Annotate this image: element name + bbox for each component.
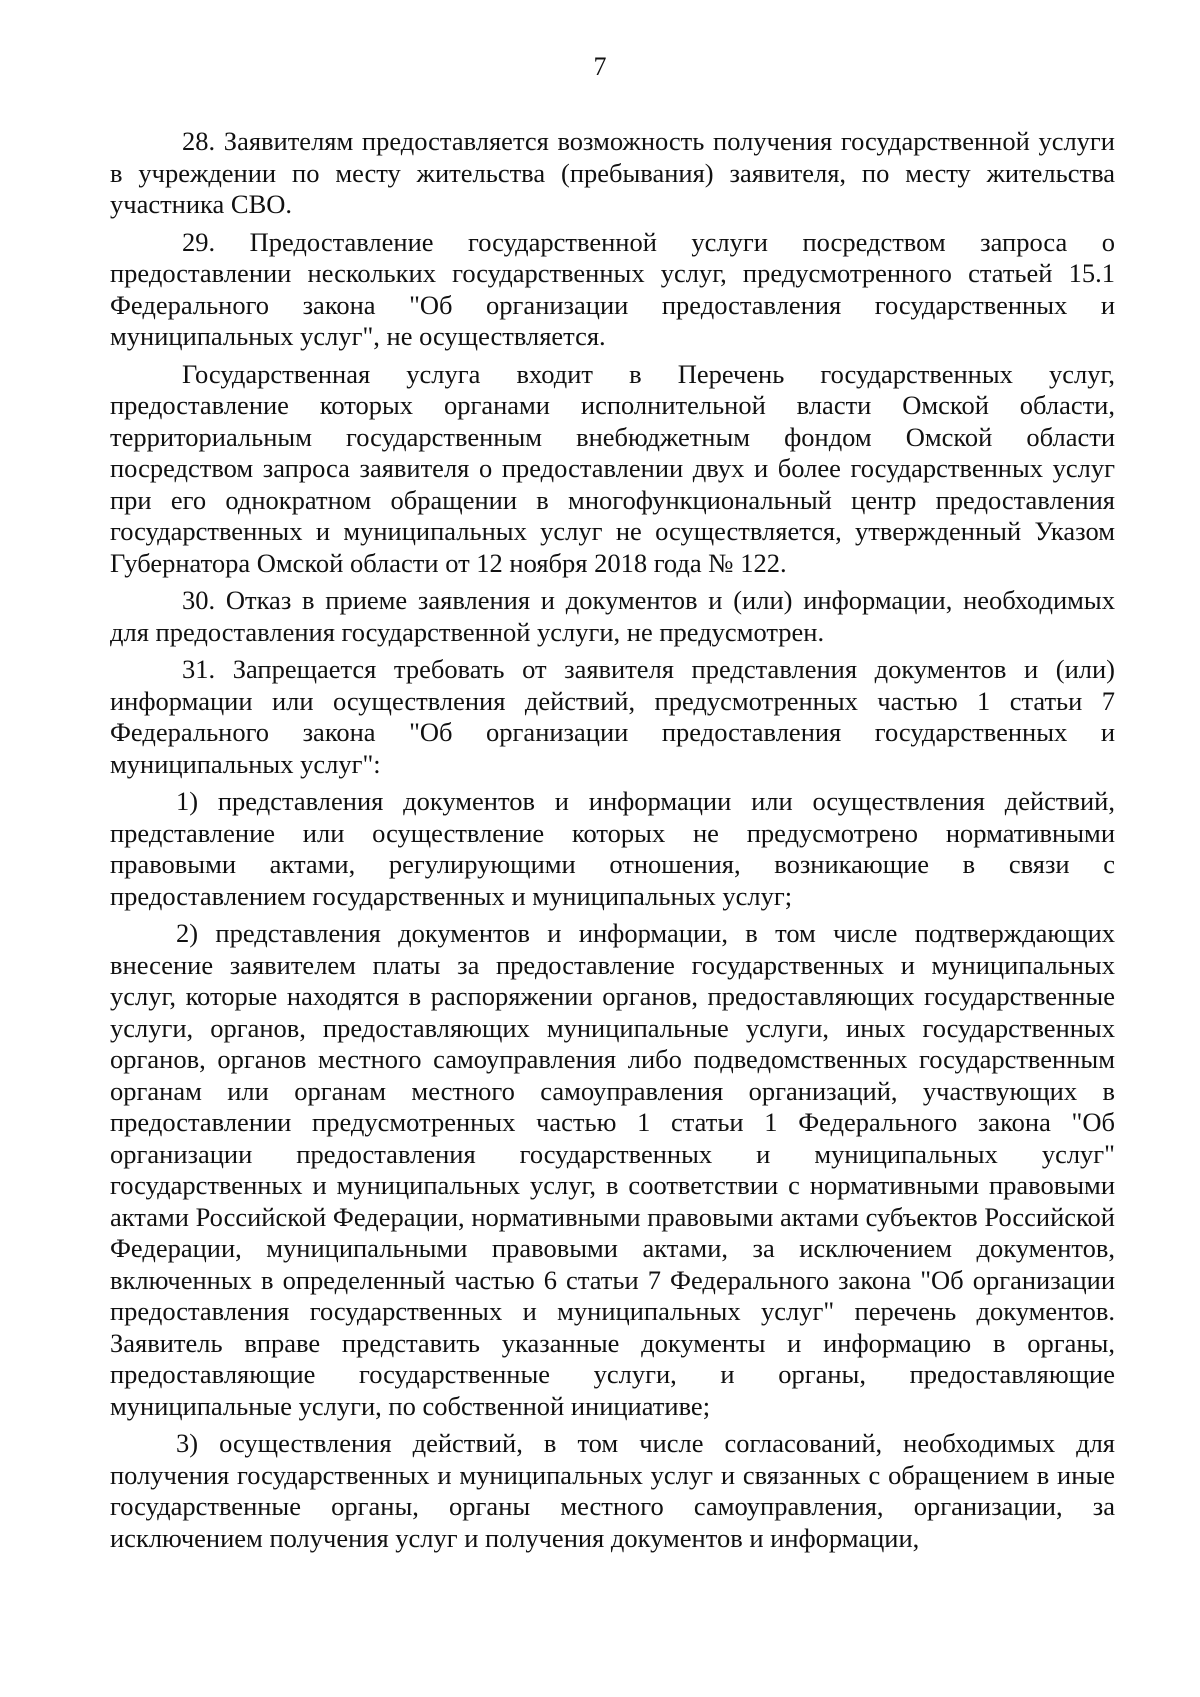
document-body xyxy=(110,126,1115,1560)
paragraph-31-item-3: 3) осуществления действий, в том числе согласований, необходимых для получения государственных и муниципальных услуг и связанных с обращением в иные государственные органы, органы местного самоуправления, организации, за исключением получения услуг и получения документов и информации, xyxy=(110,1428,1115,1553)
paragraph-30: 30. Отказ в приеме заявления и документов и (или) информации, необходимых для предоставления государственной услуги, не предусмотрен. xyxy=(110,585,1115,647)
page-number: 7 xyxy=(593,52,607,81)
paragraph-29-continuation: Государственная услуга входит в Перечень государственных услуг, предоставление которых органами исполнительной власти Омской области, территориальным государственным внебюджетным фондом Омской области посредством запроса заявителя о предоставлении двух и более государственных услуг при его однократном обращении в многофункциональный центр предоставления государственных и муниципальных услуг не осуществляется, утвержденный Указом Губернатора Омской области от 12 ноября 2018 года № 122. xyxy=(110,358,1115,578)
paragraph-31-item-1: 1) представления документов и информации или осуществления действий, представление или осуществление которых не предусмотрено нормативными правовыми актами, регулирующими отношения, возникающие в связи с предоставлением государственных и муниципальных услуг; xyxy=(110,786,1115,911)
paragraph-31: 31. Запрещается требовать от заявителя представления документов и (или) информации или осуществления действий, предусмотренных частью 1 статьи 7 Федерального закона "Об организации предоставления государственных и муниципальных услуг": xyxy=(110,654,1115,779)
paragraph-31-item-2: 2) представления документов и информации, в том числе подтверждающих внесение заявителем платы за предоставление государственных и муниципальных услуг, которые находятся в распоряжении органов, предоставляющих государственные услуги, органов, предоставляющих муниципальные услуги, иных государственных органов, органов местного самоуправления либо подведомственных государственным органам или органам местного самоуправления организаций, участвующих в предоставлении предусмотренных частью 1 статьи 1 Федерального закона "Об организации предоставления государственных и муниципальных услуг" государственных и муниципальных услуг, в соответствии с нормативными правовыми актами Российской Федерации, нормативными правовыми актами субъектов Российской Федерации, муниципальными правовыми актами, за исключением документов, включенных в определенный частью 6 статьи 7 Федерального закона "Об организации предоставления государственных и муниципальных услуг" перечень документов. Заявитель вправе представить указанные документы и информацию в органы, предоставляющие государственные услуги, и органы, предоставляющие муниципальные услуги, по собственной инициативе; xyxy=(110,918,1115,1421)
paragraph-28: 28. Заявителям предоставляется возможность получения государственной услуги в учреждении по месту жительства (пребывания) заявителя, по месту жительства участника СВО. xyxy=(110,126,1115,219)
paragraph-29: 29. Предоставление государственной услуги посредством запроса о предоставлении нескольких государственных услуг, предусмотренного статьей 15.1 Федерального закона "Об организации предоставления государственных и муниципальных услуг", не осуществляется. xyxy=(110,226,1115,351)
